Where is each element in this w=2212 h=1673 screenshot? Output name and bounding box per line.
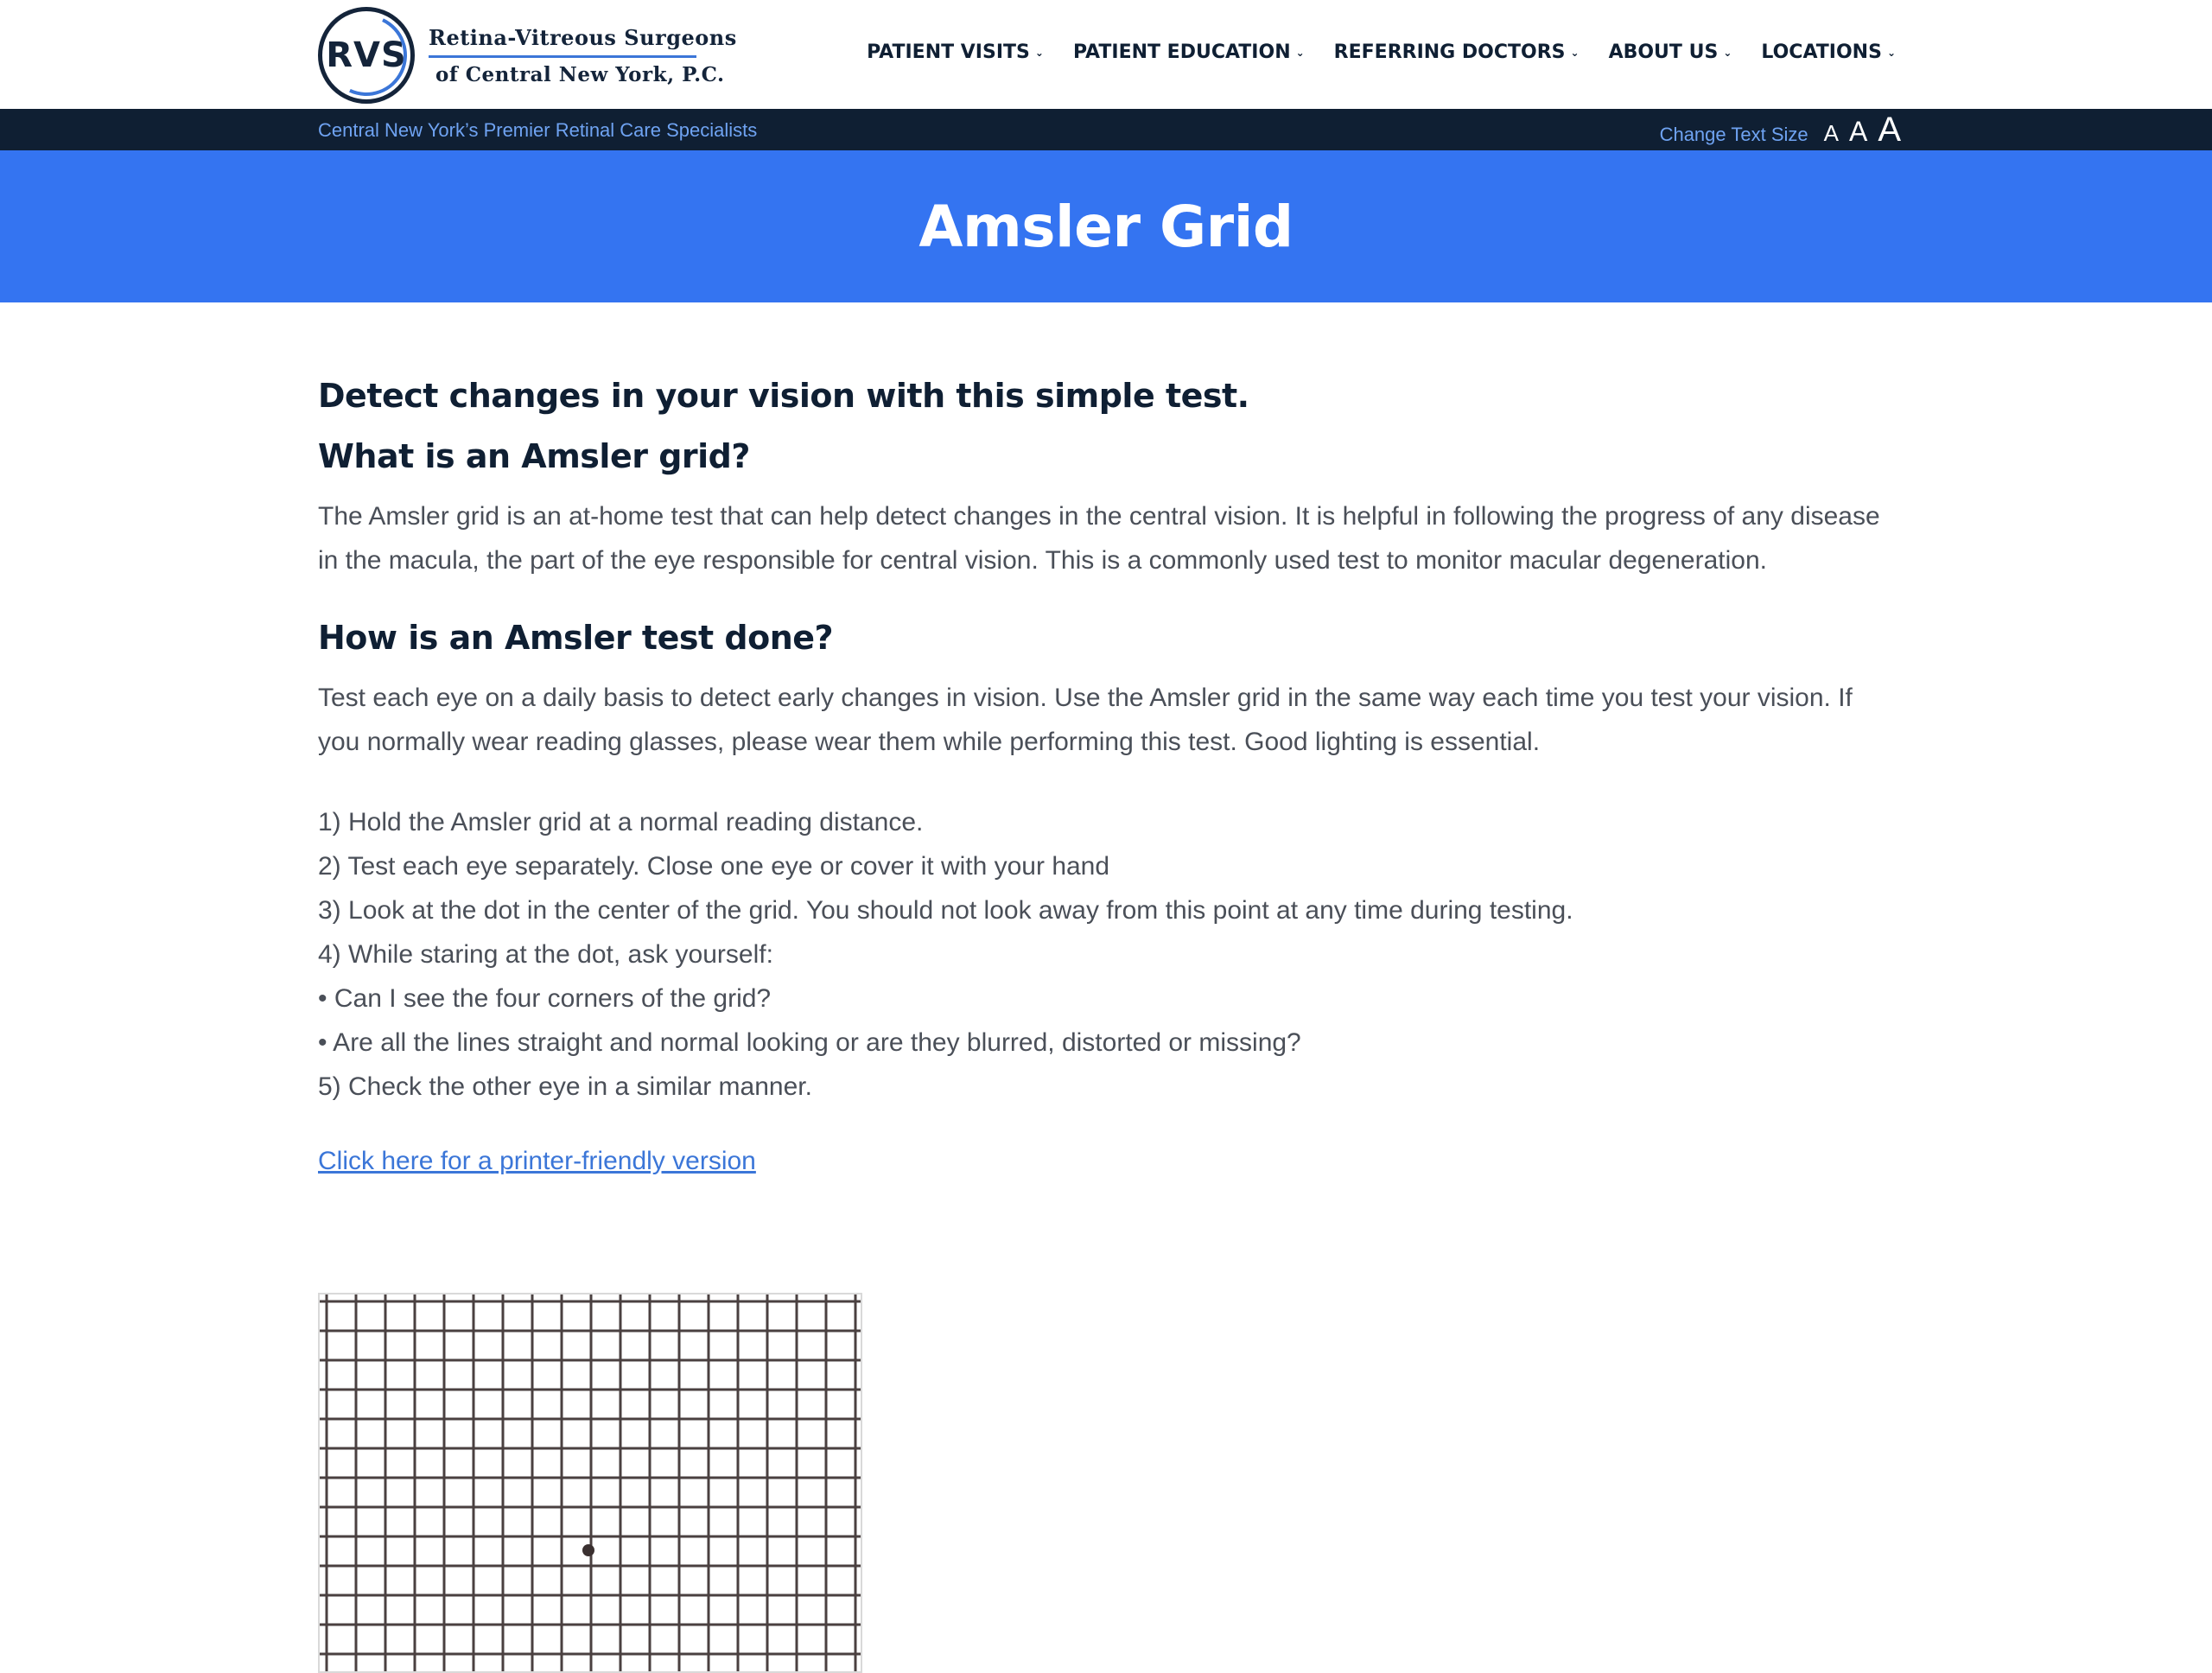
site-header — [0, 0, 2212, 109]
section-heading-how: How is an Amsler test done? — [318, 619, 834, 657]
site-tagline: Central New York’s Premier Retinal Care Specialists — [318, 119, 758, 141]
nav-referring-doctors[interactable] — [1334, 41, 1580, 63]
text-size-small-button[interactable]: A — [1823, 120, 1839, 146]
list-item: 5) Check the other eye in a similar manner. — [318, 1072, 812, 1101]
main-nav — [867, 41, 1896, 63]
nav-label: LOCATIONS — [1761, 41, 1882, 63]
chevron-down-icon: ⌄ — [1886, 46, 1896, 59]
nav-about-us[interactable] — [1609, 41, 1732, 63]
text-size-controls — [1660, 109, 1901, 150]
chevron-down-icon: ⌄ — [1034, 46, 1044, 59]
text-size-large-button[interactable]: A — [1878, 111, 1901, 149]
amsler-grid-image — [318, 1293, 862, 1673]
page-banner — [0, 150, 2212, 302]
amsler-grid — [320, 1295, 862, 1673]
nav-label: ABOUT US — [1608, 41, 1719, 63]
text-size-label: Change Text Size — [1659, 124, 1808, 145]
utility-bar — [0, 109, 2212, 150]
chevron-down-icon: ⌄ — [1295, 46, 1305, 59]
list-item: 3) Look at the dot in the center of the grid. You should not look away from this point at any time during testing. — [318, 896, 1573, 925]
lead-heading: Detect changes in your vision with this simple test. — [318, 377, 1249, 415]
chevron-down-icon: ⌄ — [1570, 46, 1580, 59]
logo-line-1: Retina-Vitreous Surgeons — [429, 24, 737, 50]
list-item: 4) While staring at the dot, ask yourself: — [318, 940, 773, 969]
logo-divider — [429, 55, 696, 58]
printer-friendly-link[interactable]: Click here for a printer-friendly version — [318, 1147, 756, 1175]
logo-wordmark — [429, 25, 737, 86]
steps-list — [318, 800, 1896, 1109]
logo-mark — [318, 7, 415, 104]
logo-line-2: of Central New York, P.C. — [435, 62, 725, 86]
section-heading-what: What is an Amsler grid? — [318, 437, 750, 475]
list-item: 2) Test each eye separately. Close one eye or cover it with your hand — [318, 852, 1110, 881]
main-content — [318, 302, 1896, 1176]
logo-mark-text: RVS — [326, 35, 407, 75]
paragraph-what: The Amsler grid is an at-home test that can help detect changes in the central vision. It is helpful in following the progress of any disease in the macula, the part of the eye responsible for central vision. This is a commonly used test to monitor macular degeneration. — [318, 502, 1880, 575]
nav-patient-visits[interactable] — [867, 41, 1044, 63]
list-item: • Can I see the four corners of the grid? — [318, 984, 772, 1013]
site-logo[interactable] — [318, 5, 737, 105]
nav-locations[interactable] — [1761, 41, 1896, 63]
list-item: 1) Hold the Amsler grid at a normal reading distance. — [318, 808, 924, 836]
paragraph-how: Test each eye on a daily basis to detect early changes in vision. Use the Amsler grid in the same way each time you test your vision. If you normally wear reading glasses, please wear them while performing this test. Good lighting is essential. — [318, 684, 1853, 756]
page-title: Amsler Grid — [918, 193, 1294, 260]
list-item: • Are all the lines straight and normal looking or are they blurred, distorted or missing? — [318, 1028, 1301, 1057]
nav-label: REFERRING DOCTORS — [1333, 41, 1566, 63]
center-dot — [582, 1544, 594, 1556]
nav-patient-education[interactable] — [1073, 41, 1305, 63]
chevron-down-icon: ⌄ — [1723, 46, 1732, 59]
text-size-medium-button[interactable]: A — [1848, 116, 1868, 147]
nav-label: PATIENT VISITS — [867, 41, 1030, 63]
nav-label: PATIENT EDUCATION — [1072, 41, 1291, 63]
